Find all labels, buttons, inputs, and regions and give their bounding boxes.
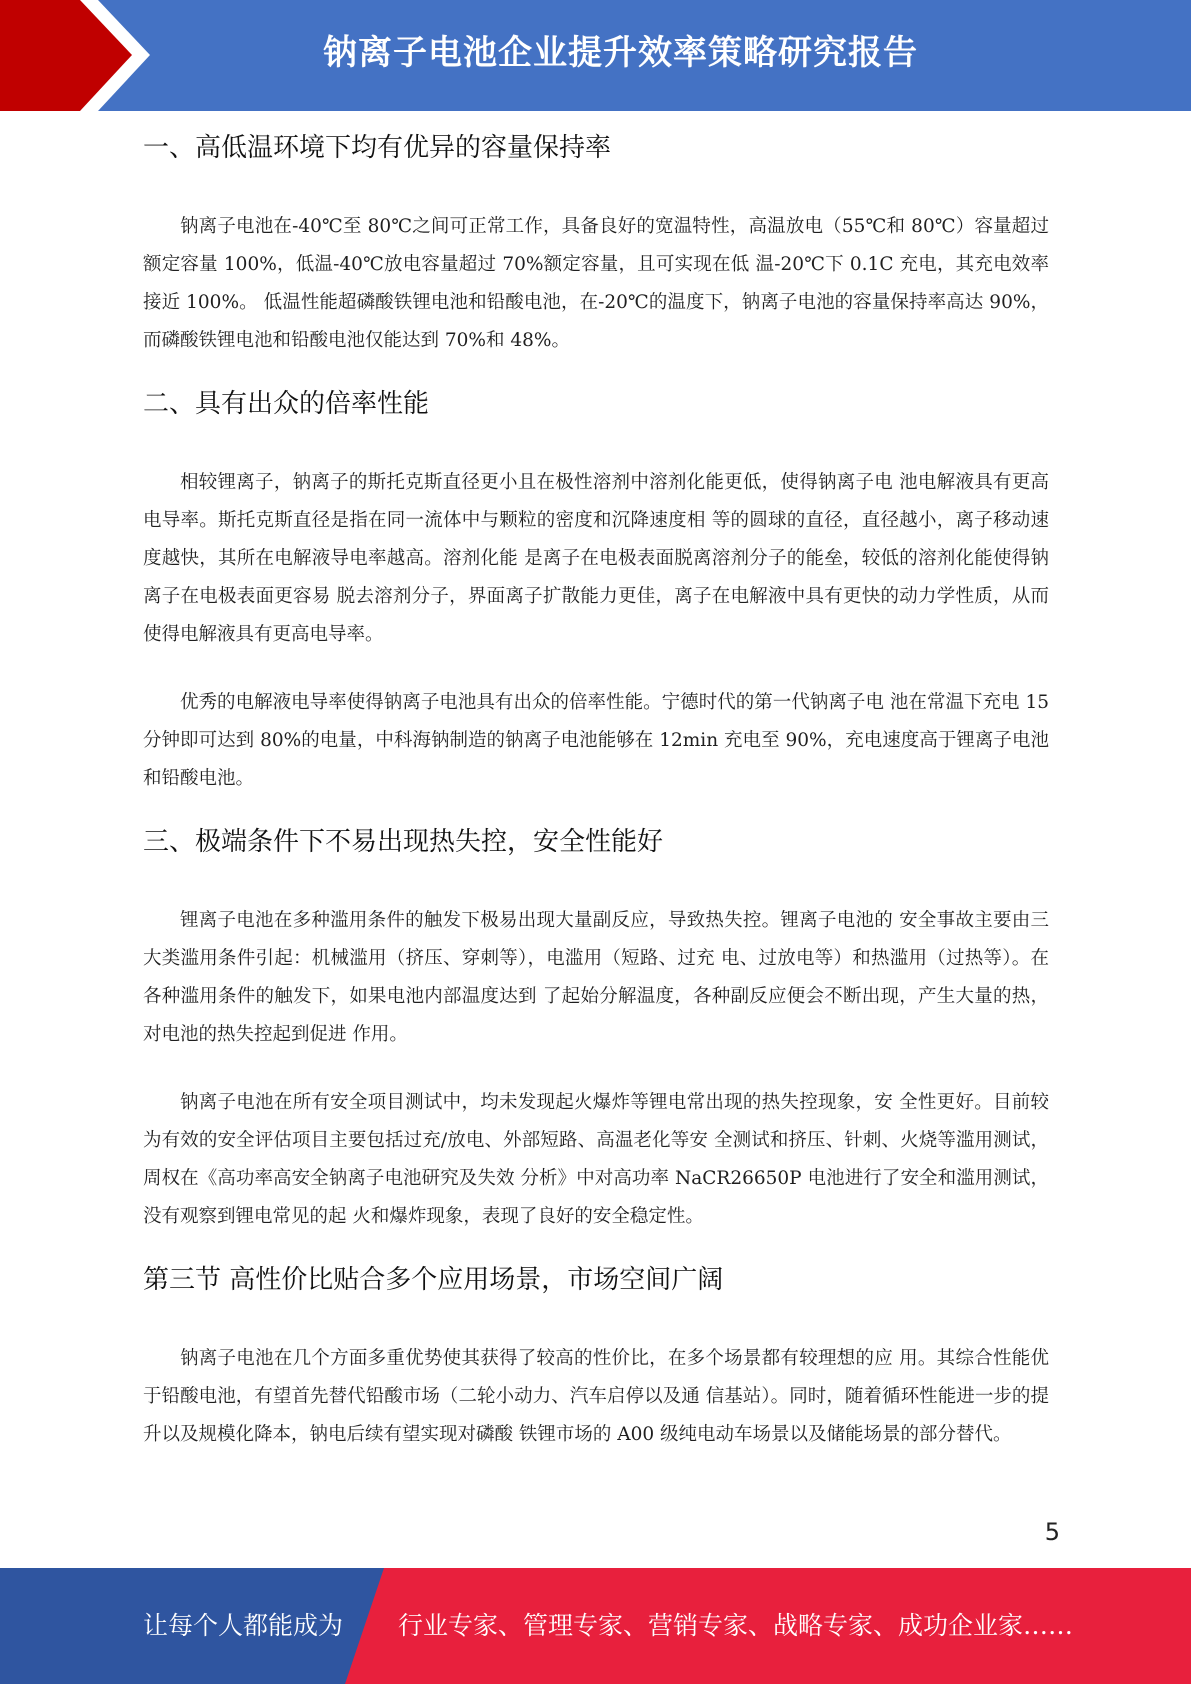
section-heading: 一、高低温环境下均有优异的容量保持率 [143, 133, 612, 163]
section-paragraph: 钠离子电池在-40℃至 80℃之间可正常工作，具备良好的宽温特性，高温放电（55℃和 80℃）容量超过额定容量 100%，低温-40℃放电容量超过 70%额定容量，且可实现在低 温-20℃下 0.1C 充电，其充电效率接近 100%。 低温性能超磷酸铁锂电池和铅酸电池，在-20℃的温度下，钠离子电池的容量保持率高达 90%，而磷酸铁锂电池和铅酸电池仅能达到 70%和 48%。 [143, 216, 1049, 351]
section-paragraph: 相较锂离子，钠离子的斯托克斯直径更小且在极性溶剂中溶剂化能更低，使得钠离子电 池电解液具有更高电导率。斯托克斯直径是指在同一流体中与颗粒的密度和沉降速度相 等的圆球的直径，直径越小，离子移动速度越快，其所在电解液导电率越高。溶剂化能 是离子在电极表面脱离溶剂分子的能垒，较低的溶剂化能使得钠离子在电极表面更容易 脱去溶剂分子，界面离子扩散能力更佳，离子在电解液中具有更快的动力学性质，从而 使得电解液具有更高电导率。 [143, 472, 1049, 645]
report-body [143, 128, 1049, 1454]
section-heading: 第三节 高性价比贴合多个应用场景，市场空间广阔 [143, 1265, 724, 1295]
header-banner [0, 0, 1191, 111]
footer-slogan-right: 行业专家、管理专家、营销专家、战略专家、成功企业家…… [398, 1611, 1074, 1640]
section-paragraph: 锂离子电池在多种滥用条件的触发下极易出现大量副反应，导致热失控。锂离子电池的 安全事故主要由三大类滥用条件引起：机械滥用（挤压、穿刺等），电滥用（短路、过充 电、过放电等）和热滥用（过热等）。在各种滥用条件的触发下，如果电池内部温度达到 了起始分解温度，各种副反应便会不断出现，产生大量的热，对电池的热失控起到促进 作用。 [143, 910, 1049, 1045]
document-title: 钠离子电池企业提升效率策略研究报告 [323, 33, 918, 73]
section-paragraph: 钠离子电池在几个方面多重优势使其获得了较高的性价比，在多个场景都有较理想的应 用。其综合性能优于铅酸电池，有望首先替代铅酸市场（二轮小动力、汽车启停以及通 信基站）。同时，随着循环性能进一步的提升以及规模化降本，钠电后续有望实现对磷酸 铁锂市场的 A00 级纯电动车场景以及储能场景的部分替代。 [143, 1348, 1049, 1445]
page-number: 5 [1044, 1518, 1060, 1546]
section-heading: 二、具有出众的倍率性能 [143, 389, 430, 419]
footer-banner [0, 1568, 1191, 1684]
section-paragraph: 钠离子电池在所有安全项目测试中，均未发现起火爆炸等锂电常出现的热失控现象，安 全性更好。目前较为有效的安全评估项目主要包括过充/放电、外部短路、高温老化等安 全测试和挤压、针刺、火烧等滥用测试，周权在《高功率高安全钠离子电池研究及失效 分析》中对高功率 NaCR26650P 电池进行了安全和滥用测试，没有观察到锂电常见的起 火和爆炸现象，表现了良好的安全稳定性。 [143, 1092, 1049, 1227]
section-paragraph: 优秀的电解液电导率使得钠离子电池具有出众的倍率性能。宁德时代的第一代钠离子电 池在常温下充电 15 分钟即可达到 80%的电量，中科海钠制造的钠离子电池能够在 12min 充电至 90%，充电速度高于锂离子电池和铅酸电池。 [143, 692, 1049, 789]
footer-slogan-left: 让每个人都能成为 [143, 1611, 344, 1640]
section-heading: 三、极端条件下不易出现热失控，安全性能好 [143, 827, 664, 857]
